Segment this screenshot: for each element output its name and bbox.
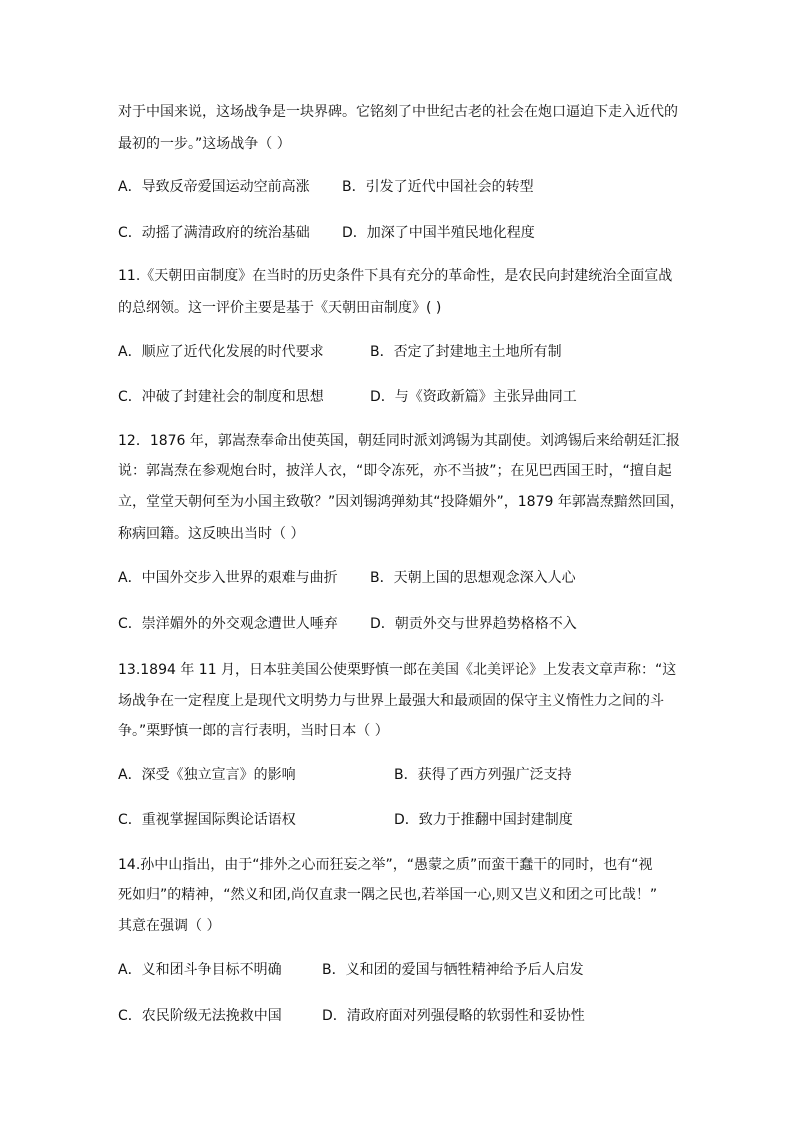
q11-stem-line-2: 的总纲领。这一评价主要是基于《天朝田亩制度》( ) [118, 300, 442, 316]
q12-stem-line-4: 称病回籍。这反映出当时（ ） [118, 526, 305, 542]
q13-option-a: A．深受《独立宣言》的影响 [118, 767, 296, 783]
q11-option-a: A．顺应了近代化发展的时代要求 [118, 344, 324, 360]
q11-option-b: B．否定了封建地主土地所有制 [370, 344, 562, 360]
q10-option-d: D．加深了中国半殖民地化程度 [342, 225, 535, 241]
q13-option-b: B．获得了西方列强广泛支持 [394, 767, 572, 783]
q12-stem-line-1: 12．1876 年，郭嵩焘奉命出使英国，朝廷同时派刘鸿锡为其副使。刘鸿锡后来给朝廷汇报 [118, 433, 680, 449]
q13-option-d: D．致力于推翻中国封建制度 [394, 812, 573, 828]
q12-option-c: C．崇洋媚外的外交观念遭世人唾弃 [118, 616, 338, 632]
q12-option-d: D．朝贡外交与世界趋势格格不入 [370, 616, 577, 632]
q14-option-c: C．农民阶级无法挽救中国 [118, 1008, 282, 1024]
q14-stem-line-2: 死如归”的精神，“然义和团,尚仅直隶一隅之民也,若举国一心,则又岂义和团之可比哉！” [118, 887, 658, 903]
q14-stem-line-1: 14.孙中山指出，由于“排外之心而狂妄之举”，“愚蒙之质”而蛮干蠢干的同时，也有“视 [118, 857, 653, 873]
q10-option-c: C．动摇了满清政府的统治基础 [118, 225, 310, 241]
q14-stem-line-3: 其意在强调（ ） [118, 918, 221, 934]
q12-stem-line-2: 说：郭嵩焘在参观炮台时，披洋人衣，“即令冻死，亦不当披”；在见巴西国王时，“擅自起 [118, 463, 672, 479]
q12-option-a: A．中国外交步入世界的艰难与曲折 [118, 570, 338, 586]
q12-stem-line-3: 立，堂堂天朝何至为小国主致敬？”因刘锡鸿弹劾其“投降媚外”，1879 年郭嵩焘黯然回国， [118, 494, 684, 510]
q10-option-a: A．导致反帝爱国运动空前高涨 [118, 179, 310, 195]
q11-option-c: C．冲破了封建社会的制度和思想 [118, 389, 324, 405]
q11-stem-line-1: 11.《天朝田亩制度》在当时的历史条件下具有充分的革命性，是农民向封建统治全面宣战 [118, 268, 673, 284]
q13-stem-line-2: 场战争在一定程度上是现代文明势力与世界上最强大和最顽固的保守主义惰性力之间的斗 [118, 693, 664, 709]
q10-stem-line-2: 最初的一步。”这场战争（ ） [118, 136, 291, 152]
q14-option-d: D．清政府面对列强侵略的软弱性和妥协性 [322, 1008, 585, 1024]
q10-option-b: B．引发了近代中国社会的转型 [342, 179, 534, 195]
q12-option-b: B．天朝上国的思想观念深入人心 [370, 570, 576, 586]
q13-option-c: C．重视掌握国际舆论话语权 [118, 812, 296, 828]
q14-option-a: A．义和团斗争目标不明确 [118, 962, 282, 978]
q13-stem-line-3: 争。”栗野慎一郎的言行表明，当时日本（ ） [118, 723, 389, 739]
q11-option-d: D．与《资政新篇》主张异曲同工 [370, 389, 577, 405]
q10-stem-line-1: 对于中国来说，这场战争是一块界碑。它铭刻了中世纪古老的社会在炮口逼迫下走入近代的 [118, 104, 678, 120]
q13-stem-line-1: 13.1894 年 11 月，日本驻美国公使栗野慎一郎在美国《北美评论》上发表文章声称：“这 [118, 662, 677, 678]
q14-option-b: B．义和团的爱国与牺牲精神给予后人启发 [322, 962, 584, 978]
